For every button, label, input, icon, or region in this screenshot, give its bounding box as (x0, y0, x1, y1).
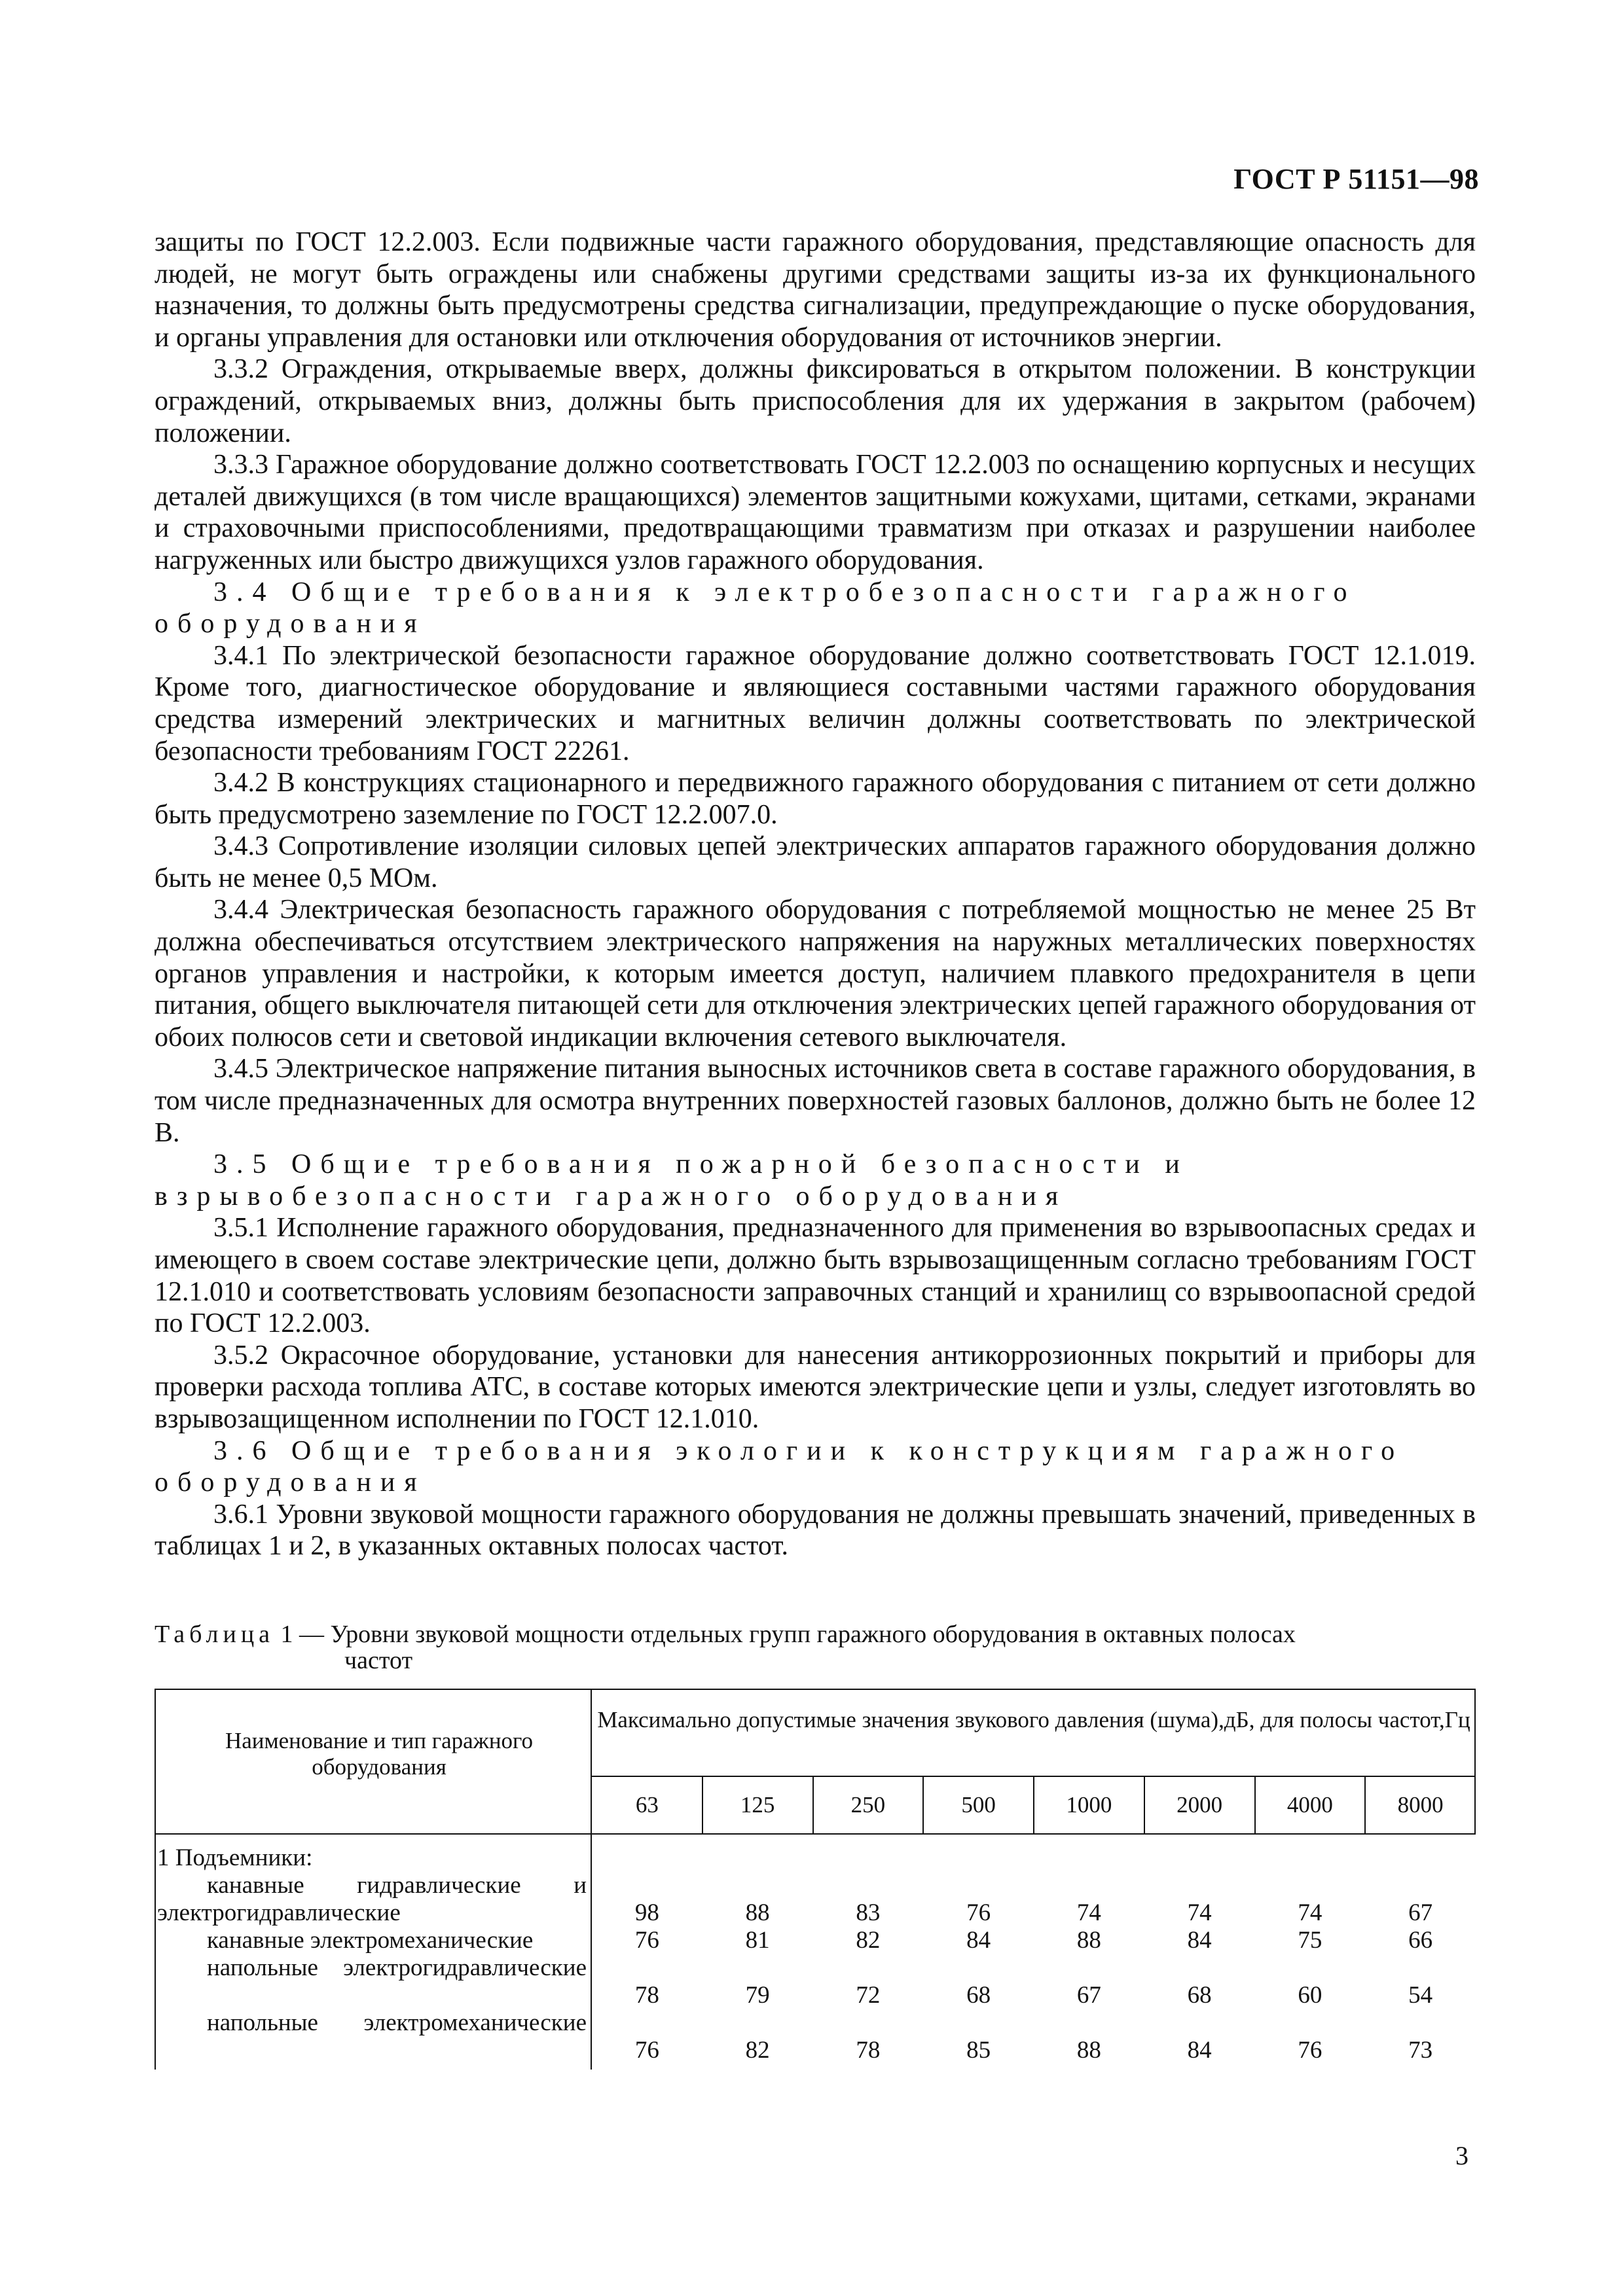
frequency-column-divider (1254, 1776, 1256, 1834)
table-border-left (155, 1689, 156, 2070)
table-value-cell: 68 (966, 1982, 991, 2009)
table-value-cell: 54 (1408, 1982, 1433, 2009)
paragraph: 3.3.3 Гаражное оборудование должно соответствовать ГОСТ 12.2.003 по оснащению корпусных и несущих деталей движущихся (в том числе вращающихся) элементов защитными кожухами, щитами, сетками, экранами и страховочными приспособлениями, предотвращающими травматизм при отказах и разрушении наиболее нагруженных или быстро движущихся узлов гаражного оборудования. (155, 450, 1476, 575)
row-name: напольные электромеханические (207, 2009, 587, 2036)
table-value-cell: 84 (966, 1927, 991, 1954)
table-value-cell: 81 (745, 1927, 770, 1954)
table-value-cell: 88 (1076, 2037, 1101, 2064)
table-caption-text: 1 — Уровни звуковой мощности отдельных групп гаражного оборудования в октавных полосах (274, 1621, 1296, 1648)
table-value-cell: 75 (1298, 1927, 1322, 1954)
frequency-column-divider (922, 1776, 924, 1834)
row-name: канавные гидравлические и электрогидравлические (157, 1872, 587, 1926)
table-value-cell: 68 (1187, 1982, 1212, 2009)
table-value-cell: 67 (1408, 1899, 1433, 1926)
table-caption-continuation: частот (344, 1647, 413, 1674)
table-caption (155, 1621, 1464, 1674)
column-header-group: Максимально допустимые значения звукового давления (шума),дБ, для полосы частот,Гц (597, 1707, 1470, 1732)
section-heading: 3.4 Общие требования к электробезопасности гаражного оборудования (155, 577, 1357, 639)
table-value-cell: 83 (856, 1899, 881, 1926)
table-caption-word: Таблица (155, 1621, 275, 1648)
frequency-header-cell: 8000 (1397, 1792, 1444, 1818)
table-value-cell: 74 (1076, 1899, 1101, 1926)
paragraph: 3.3.2 Ограждения, открываемые вверх, должны фиксироваться в открытом положении. В конструкции ограждений, открываемых вниз, должны быть приспособления для их удержания в закрытом (рабочем) положении. (155, 354, 1476, 448)
table-value-cell: 82 (745, 2037, 770, 2064)
table-value-cell: 66 (1408, 1927, 1433, 1954)
table-value-cell: 98 (634, 1899, 659, 1926)
frequency-header-cell: 63 (635, 1792, 659, 1818)
frequency-header-cell: 2000 (1176, 1792, 1223, 1818)
table-value-cell: 76 (1298, 2037, 1322, 2064)
table-value-cell: 84 (1187, 1927, 1212, 1954)
sound-level-table (155, 1689, 1476, 2070)
column-header-equipment: Наименование и тип гаражного оборудования (225, 1728, 534, 1780)
paragraph: защиты по ГОСТ 12.2.003. Если подвижные части гаражного оборудования, представляющие опасность для людей, не могут быть ограждены или снабжены другими средствами защиты из-за их функционального назначения, то должны быть предусмотрены средства сигнализации, предупреждающие о пуске оборудования, и органы управления для остановки или отключения оборудования от источников энергии. (155, 227, 1476, 353)
table-value-cell: 60 (1298, 1982, 1322, 2009)
table-value-cell: 74 (1298, 1899, 1322, 1926)
table-value-cell: 74 (1187, 1899, 1212, 1926)
frequency-column-divider (1144, 1776, 1145, 1834)
table-header-bottom-line (155, 1833, 1476, 1835)
frequency-column-divider (812, 1776, 814, 1834)
frequency-header-cell: 1000 (1066, 1792, 1112, 1818)
section-heading: 3.5 Общие требования пожарной безопасности и взрывобезопасности гаражного оборудования (155, 1149, 1189, 1211)
paragraph: 3.4.1 По электрической безопасности гаражное оборудование должно соответствовать ГОСТ 12.1.019. Кроме того, диагностическое оборудование и являющиеся составными частями гаражного оборудования средства измерений электрических и магнитных величин должны соответствовать по электрической безопасности требованиям ГОСТ 22261. (155, 640, 1476, 766)
table-value-cell: 79 (745, 1982, 770, 2009)
table-value-cell: 76 (634, 1927, 659, 1954)
frequency-header-cell: 4000 (1286, 1792, 1333, 1818)
table-value-cell: 78 (634, 1982, 659, 2009)
table-value-cell: 76 (966, 1899, 991, 1926)
paragraph: 3.4.5 Электрическое напряжение питания выносных источников света в составе гаражного оборудования, в том числе предназначенных для осмотра внутренних поверхностей газовых баллонов, должно быть не более 12 В. (155, 1054, 1476, 1148)
section-heading: 3.6 Общие требования экологии к конструкциям гаражного оборудования (155, 1435, 1404, 1498)
paragraph: 3.4.2 В конструкциях стационарного и передвижного гаражного оборудования с питанием от сети должно быть предусмотрено заземление по ГОСТ 12.2.007.0. (155, 768, 1476, 830)
table-value-cell: 67 (1076, 1982, 1101, 2009)
table-value-cell: 72 (856, 1982, 881, 2009)
paragraph: 3.4.3 Сопротивление изоляции силовых цепей электрических аппаратов гаражного оборудования должно быть не менее 0,5 МОм. (155, 831, 1476, 893)
frequency-header-cell: 500 (961, 1792, 996, 1818)
row-name: напольные электрогидравлические (207, 1954, 587, 1981)
table-border-top (155, 1689, 1476, 1690)
paragraph: 3.5.1 Исполнение гаражного оборудования, предназначенного для применения во взрывоопасных средах и имеющего в своем составе электрические цепи, должно быть взрывозащищенным согласно требованиям ГОСТ 12.1.010 и соответствовать условиям безопасности заправочных станций и хранилищ со взрывоопасной средой по ГОСТ 12.2.003. (155, 1213, 1476, 1339)
table-value-cell: 78 (856, 2037, 881, 2064)
row-name: канавные электромеханические (207, 1927, 534, 1954)
paragraph: 3.4.4 Электрическая безопасность гаражного оборудования с потребляемой мощностью не менее 25 Вт должна обеспечиваться отсутствием электрического напряжения на наружных металлических поверхностях органов управления и настройки, к которым имеется доступ, наличием плавкого предохранителя в цепи питания, общего выключателя питающей сети для отключения электрических цепей гаражного оборудования от обоих полюсов сети и световой индикации включения сетевого выключателя. (155, 895, 1476, 1052)
paragraph: 3.6.1 Уровни звуковой мощности гаражного оборудования не должны превышать значений, приведенных в таблицах 1 и 2, в указанных октавных полосах частот. (155, 1499, 1476, 1562)
frequency-header-cell: 250 (850, 1792, 886, 1818)
frequency-column-divider (702, 1776, 703, 1834)
paragraph: 3.5.2 Окрасочное оборудование, установки для нанесения антикоррозионных покрытий и приборы для проверки расхода топлива АТС, в составе которых имеются электрические цепи и узлы, следует изготовлять во взрывозащищенном исполнении по ГОСТ 12.1.010. (155, 1340, 1476, 1434)
table-column-divider (591, 1689, 592, 2070)
body-text (155, 226, 1476, 1562)
table-value-cell: 76 (634, 2037, 659, 2064)
table-value-cell: 82 (856, 1927, 881, 1954)
table-value-cell: 88 (1076, 1927, 1101, 1954)
frequency-column-divider (1033, 1776, 1034, 1834)
table-value-cell: 85 (966, 2037, 991, 2064)
table-value-cell: 84 (1187, 2037, 1212, 2064)
row-group-label: 1 Подъемники: (157, 1844, 313, 1871)
document-code: ГОСТ Р 51151—98 (1233, 163, 1479, 195)
frequency-column-divider (1364, 1776, 1366, 1834)
table-value-cell: 88 (745, 1899, 770, 1926)
page-number: 3 (1455, 2141, 1468, 2170)
frequency-header-cell: 125 (740, 1792, 775, 1818)
table-value-cell: 73 (1408, 2037, 1433, 2064)
